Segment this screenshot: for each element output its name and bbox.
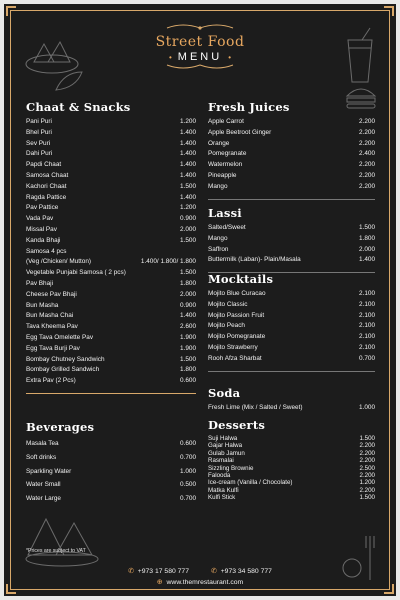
item-name: Ragda Pattice	[26, 193, 67, 201]
item-price: 0.700	[359, 354, 375, 362]
menu-title: Street Food	[155, 34, 245, 50]
item-name: Samosa Chaat	[26, 171, 69, 179]
item-price: 1.500	[180, 182, 196, 190]
item-price: 1.800	[180, 279, 196, 287]
item-price: 0.700	[180, 495, 196, 503]
item-price: 2.200	[359, 128, 375, 136]
item-name: Mojito Peach	[208, 322, 245, 330]
item-name: Egg Tava Burji Pav	[26, 344, 80, 352]
fresh-juices-section	[208, 100, 375, 200]
item-price: 1.400	[180, 150, 196, 158]
item-price: 2.200	[359, 171, 375, 179]
item-name: Papdi Chaat	[26, 161, 62, 169]
item-name: Kulfi Stick	[208, 494, 236, 502]
item-price: 1.400	[180, 171, 196, 179]
item-name: Mojito Pomegranate	[208, 333, 266, 341]
phone-icon: ✆	[128, 568, 134, 575]
item-name: Mojito Strawberry	[208, 343, 258, 351]
menu-item	[208, 160, 375, 171]
menu-item	[208, 442, 375, 449]
item-price: 1.000	[180, 467, 196, 475]
section-title: Fresh Juices	[208, 100, 290, 114]
item-price: 1.500	[359, 494, 375, 502]
menu-item	[26, 117, 196, 128]
item-name: Suji Halwa	[208, 435, 238, 442]
item-name: Buttermilk (Laban)- Plain/Masala	[208, 256, 301, 264]
divider	[208, 371, 375, 372]
item-name: Bun Masha Chai	[26, 312, 74, 320]
item-name: Bombay Chutney Sandwich	[26, 355, 105, 363]
item-price: 0.600	[180, 377, 196, 385]
menu-item	[26, 247, 196, 258]
item-name: Water Large	[26, 495, 61, 503]
item-name: Rooh Afza Sharbat	[208, 354, 262, 362]
item-name: Kanda Bhaji	[26, 236, 61, 244]
item-price: 2.000	[180, 290, 196, 298]
item-price: 2.200	[359, 118, 375, 125]
item-name: Matka Kulfi	[208, 486, 239, 494]
item-price: 0.700	[180, 453, 196, 461]
menu-item	[26, 225, 196, 236]
item-name: Mojito Blue Curacao	[208, 290, 266, 297]
item-name: Sev Puri	[26, 139, 51, 147]
menu-item	[26, 139, 196, 150]
item-name: Falooda	[208, 472, 231, 480]
item-name: Rasmalai	[208, 457, 234, 465]
item-name: Fresh Lime (Mix / Salted / Sweet)	[208, 404, 303, 411]
samosa-icon	[22, 509, 102, 569]
item-price: 0.600	[180, 440, 196, 447]
menu-board	[4, 4, 396, 596]
menu-item	[208, 311, 375, 322]
item-name: Pomegranate	[208, 150, 247, 158]
divider	[26, 393, 196, 394]
item-price: 1.900	[180, 333, 196, 341]
item-price: 2.600	[180, 323, 196, 331]
item-price: 1.900	[180, 344, 196, 352]
item-price: 2.200	[359, 139, 375, 147]
item-price: 2.200	[359, 486, 375, 494]
item-price: 1.400	[180, 128, 196, 136]
item-price: 1.500	[180, 236, 196, 244]
globe-icon: ⊕	[156, 579, 163, 586]
divider	[208, 199, 375, 200]
menu-item	[26, 182, 196, 193]
flourish-icon	[165, 63, 235, 71]
item-name: Egg Tava Omelette Pav	[26, 333, 94, 341]
menu-item	[26, 214, 196, 225]
menu-item	[208, 128, 375, 139]
item-price: 2.200	[359, 161, 375, 169]
item-name: Sparkling Water	[26, 467, 72, 475]
menu-item	[208, 245, 375, 256]
item-price: 1.400	[180, 139, 196, 147]
item-name: Mango	[208, 234, 228, 242]
menu-item	[208, 494, 375, 501]
item-name: Sizzling Brownie	[208, 464, 254, 472]
item-price: 2.000	[359, 245, 375, 253]
item-name: Cheese Pav Bhaji	[26, 290, 77, 298]
beverages-section	[26, 420, 196, 506]
item-name: Vada Pav	[26, 215, 54, 223]
item-name: Gajar Halwa	[208, 442, 243, 450]
menu-item	[26, 203, 196, 214]
item-name: Masala Tea	[26, 440, 59, 447]
menu-item	[26, 301, 196, 312]
menu-item	[208, 487, 375, 494]
item-name: Ice-cream (Vanilla / Chocolate)	[208, 479, 293, 487]
item-name: Dahi Puri	[26, 150, 53, 158]
item-price: 2.200	[359, 457, 375, 465]
soda-section	[208, 386, 375, 414]
desserts-section	[208, 418, 375, 502]
menu-item	[26, 149, 196, 160]
item-name: Tava Kheema Pav	[26, 323, 78, 331]
item-price: 2.200	[359, 442, 375, 450]
menu-item	[26, 344, 196, 355]
item-price: 2.200	[359, 449, 375, 457]
menu-item	[26, 257, 196, 268]
menu-item	[26, 437, 196, 451]
item-price: 1.800	[359, 234, 375, 242]
item-price: 0.500	[180, 481, 196, 489]
menu-item	[208, 289, 375, 300]
menu-item	[26, 465, 196, 479]
menu-item	[26, 193, 196, 204]
menu-item	[208, 332, 375, 343]
item-name: Kachori Chaat	[26, 182, 67, 190]
phone-2[interactable]: ✆ +973 34 580 777	[211, 568, 272, 575]
menu-item	[208, 321, 375, 332]
section-title: Chaat & Snacks	[26, 100, 131, 114]
flourish-icon	[165, 22, 235, 32]
item-price: 2.200	[359, 182, 375, 190]
menu-item	[208, 457, 375, 464]
item-name: Pav Bhaji	[26, 279, 53, 287]
menu-item	[26, 333, 196, 344]
item-price: 1.400	[180, 161, 196, 169]
item-price: 2.500	[359, 464, 375, 472]
item-name: Mojito Classic	[208, 300, 248, 308]
item-name: Missal Pav	[26, 225, 57, 233]
item-name: Salted/Sweet	[208, 224, 246, 231]
menu-item	[208, 300, 375, 311]
menu-item	[208, 149, 375, 160]
menu-item	[26, 279, 196, 290]
item-name: Bombay Grilled Sandwich	[26, 366, 100, 374]
menu-item	[208, 479, 375, 486]
contact-footer	[4, 567, 396, 586]
menu-item	[26, 128, 196, 139]
menu-item	[208, 171, 375, 182]
item-name: Saffron	[208, 245, 229, 253]
item-price: 1.500	[359, 435, 375, 442]
section-title: Desserts	[208, 418, 265, 432]
item-name: Vegetable Punjabi Samosa ( 2 pcs)	[26, 269, 126, 277]
menu-item	[208, 450, 375, 457]
vat-note: *Prices are subject to VAT	[26, 548, 86, 554]
menu-item	[208, 223, 375, 234]
item-name: Watermelon	[208, 161, 243, 169]
item-price: 2.200	[359, 472, 375, 480]
item-name: Mango	[208, 182, 228, 190]
item-name: Soft drinks	[26, 453, 57, 461]
chaat-snacks-section	[26, 100, 196, 394]
leaf-icon	[54, 70, 84, 92]
menu-item	[208, 343, 375, 354]
menu-item	[208, 472, 375, 479]
item-name: Mojito Passion Fruit	[208, 311, 265, 319]
menu-item	[26, 492, 196, 506]
menu-header	[4, 22, 396, 71]
item-price: 2.100	[359, 343, 375, 351]
item-name: Gulab Jamun	[208, 449, 245, 457]
item-name: (Veg /Chicken/ Mutton)	[26, 258, 92, 266]
item-price: 1.500	[180, 355, 196, 363]
item-name: Samosa 4 pcs	[26, 247, 67, 255]
menu-item	[208, 139, 375, 150]
menu-item	[208, 255, 375, 266]
item-name: Pav Pattice	[26, 204, 59, 212]
item-price: 1.500	[359, 224, 375, 231]
menu-item	[26, 322, 196, 333]
phone-1[interactable]: ✆ +973 17 580 777	[128, 568, 189, 575]
item-price: 2.000	[180, 225, 196, 233]
menu-item	[208, 403, 375, 414]
section-title: Beverages	[26, 420, 95, 434]
item-price: 2.100	[359, 333, 375, 341]
menu-item	[26, 236, 196, 247]
section-title: Lassi	[208, 206, 242, 220]
phone-icon: ✆	[211, 568, 217, 575]
item-price: 2.400	[359, 150, 375, 158]
menu-subtitle: • MENU •	[168, 51, 231, 63]
menu-item	[208, 465, 375, 472]
menu-item	[208, 117, 375, 128]
item-price: 1.500	[180, 269, 196, 277]
item-price: 0.900	[180, 301, 196, 309]
lassi-section	[208, 206, 375, 273]
menu-item	[26, 171, 196, 182]
item-price: 0.900	[180, 215, 196, 223]
menu-item	[208, 234, 375, 245]
menu-item	[26, 290, 196, 301]
item-name: Water Small	[26, 481, 61, 489]
menu-item	[26, 268, 196, 279]
mocktails-section	[208, 272, 375, 372]
menu-item	[208, 182, 375, 193]
item-name: Bun Masha	[26, 301, 59, 309]
item-price: 2.100	[359, 300, 375, 308]
item-name: Orange	[208, 139, 230, 147]
section-title: Mocktails	[208, 272, 274, 286]
website-link[interactable]: ⊕ www.themrestaurant.com	[156, 579, 244, 586]
corner-ornament	[384, 6, 394, 16]
item-price: 1.400	[180, 193, 196, 201]
item-price: 1.400	[180, 312, 196, 320]
menu-item	[26, 365, 196, 376]
item-price: 1.200	[359, 479, 375, 487]
menu-item	[26, 160, 196, 171]
item-price: 2.100	[359, 290, 375, 297]
item-name: Apple Carrot	[208, 118, 244, 125]
menu-item	[26, 311, 196, 322]
section-title: Soda	[208, 386, 241, 400]
menu-item	[208, 354, 375, 365]
item-name: Bhel Puri	[26, 128, 52, 136]
menu-item	[26, 478, 196, 492]
item-price: 1.400/ 1.800/ 1.800	[140, 258, 196, 266]
menu-item	[26, 376, 196, 387]
item-price: 1.000	[359, 404, 375, 411]
item-price: 1.200	[180, 118, 196, 125]
item-price: 1.800	[180, 366, 196, 374]
item-price: 2.100	[359, 311, 375, 319]
item-name: Apple Beetroot Ginger	[208, 128, 272, 136]
menu-item	[208, 435, 375, 442]
item-price: 1.400	[359, 256, 375, 264]
item-name: Extra Pav (2 Pcs)	[26, 377, 76, 385]
item-price: 1.200	[180, 204, 196, 212]
item-name: Pani Puri	[26, 118, 52, 125]
menu-item	[26, 355, 196, 366]
item-price: 2.100	[359, 322, 375, 330]
menu-item	[26, 451, 196, 465]
corner-ornament	[6, 6, 16, 16]
item-name: Pineapple	[208, 171, 237, 179]
